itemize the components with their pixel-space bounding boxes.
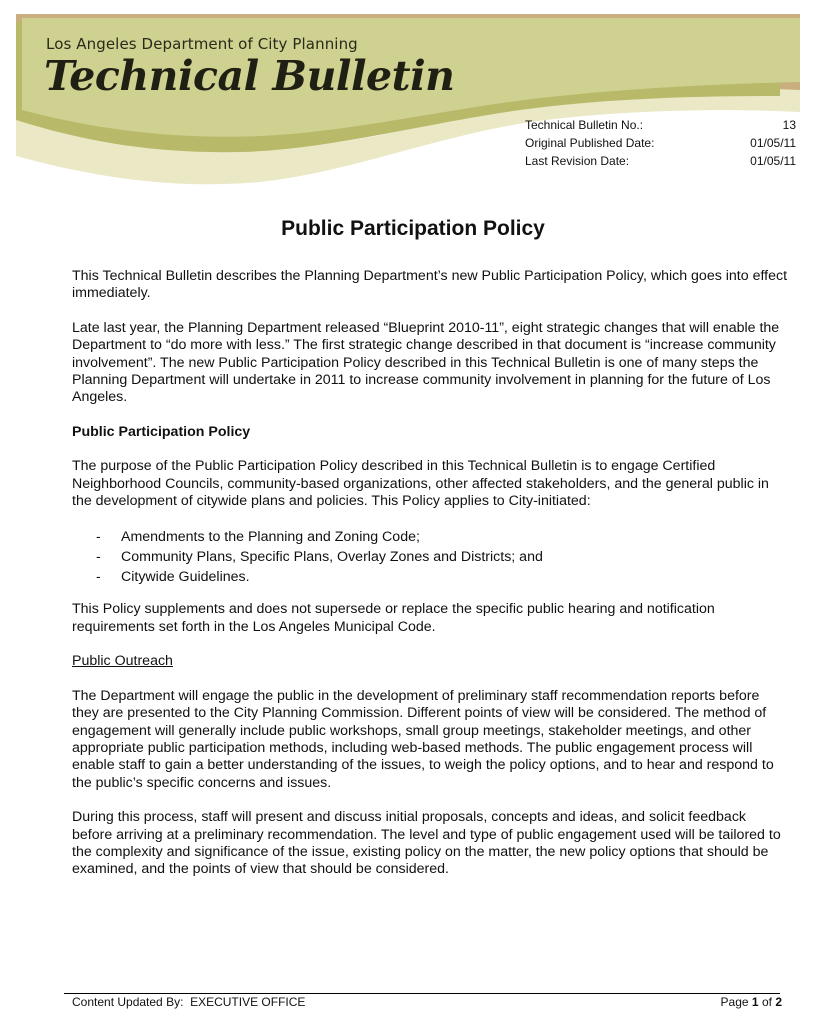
list-item bbox=[72, 567, 787, 587]
footer-divider bbox=[64, 993, 780, 994]
list-item-text: Citywide Guidelines. bbox=[121, 569, 250, 586]
outreach-paragraph-2: During this process, staff will present and discuss initial proposals, concepts and ideas, and solicit feedback before arriving at a preliminary recommendation. The level and type of public engagement used will be tailored to the complexity and significance of the issue, existing policy on the matter, the new policy options that should be examined, and the points of view that should be considered. bbox=[72, 809, 781, 878]
meta-label: Last Revision Date: bbox=[525, 154, 630, 168]
list-dash: - bbox=[96, 529, 101, 546]
meta-value: 13 bbox=[782, 118, 796, 132]
document-body bbox=[72, 268, 787, 879]
footer-updated-value: EXECUTIVE OFFICE bbox=[190, 995, 306, 1009]
footer-updated-by bbox=[72, 995, 305, 1009]
department-name: Los Angeles Department of City Planning bbox=[46, 35, 358, 53]
page-label: Page bbox=[720, 995, 749, 1009]
list-item-text: Amendments to the Planning and Zoning Code; bbox=[121, 529, 420, 546]
document-title: Public Participation Policy bbox=[281, 217, 545, 240]
section-heading: Public Participation Policy bbox=[72, 423, 251, 440]
page-of: of bbox=[761, 995, 772, 1009]
intro-paragraph: This Technical Bulletin describes the Planning Department’s new Public Participation Policy, which goes into effect immediately. bbox=[72, 268, 788, 302]
meta-row-revision-date bbox=[525, 152, 796, 170]
applies-to-list bbox=[72, 527, 787, 587]
supplement-paragraph: This Policy supplements and does not supersede or replace the specific public hearing and notification requirements set forth in the Los Angeles Municipal Code. bbox=[72, 601, 715, 635]
footer-updated-label: Content Updated By: bbox=[72, 995, 184, 1009]
meta-value: 01/05/11 bbox=[750, 154, 796, 168]
meta-row-bulletin-number bbox=[525, 116, 796, 134]
list-dash: - bbox=[96, 569, 101, 586]
list-item-text: Community Plans, Specific Plans, Overlay Zones and Districts; and bbox=[121, 549, 543, 566]
footer-page-number bbox=[721, 995, 782, 1009]
background-paragraph: Late last year, the Planning Department released “Blueprint 2010-11”, eight strategic changes that will enable the Department to “do more with less.” The first strategic change described in that document is “increase community involvement”. The new Public Participation Policy described in this Technical Bulletin is one of many steps the Planning Department will undertake in 2011 to increase community involvement in planning for the future of Los Angeles. bbox=[72, 319, 780, 406]
bulletin-metadata bbox=[525, 116, 796, 170]
header-banner bbox=[0, 0, 826, 200]
list-item bbox=[72, 547, 787, 567]
meta-label: Original Published Date: bbox=[525, 136, 655, 150]
outreach-paragraph-1: The Department will engage the public in the development of preliminary staff recommendation reports before they are presented to the City Planning Commission. Different points of view will be considered. The method of engagement will generally include public workshops, small group meetings, stakeholder meetings, and other appropriate public participation methods, including web-based methods. The public engagement process will enable staff to gain a better understanding of the issues, to weigh the policy options, and to hear and respond to the public’s specific concerns and issues. bbox=[72, 687, 774, 791]
page-total: 2 bbox=[775, 995, 782, 1009]
subsection-heading: Public Outreach bbox=[72, 653, 173, 670]
meta-value: 01/05/11 bbox=[750, 136, 796, 150]
page-current: 1 bbox=[751, 995, 759, 1009]
list-dash: - bbox=[96, 549, 101, 566]
purpose-paragraph: The purpose of the Public Participation Policy described in this Technical Bulletin is to engage Certified Neighborhood Councils, community-based organizations, other affected stakeholders, and the general public in the development of citywide plans and policies. This Policy applies to City-initiated: bbox=[72, 458, 769, 510]
list-item bbox=[72, 527, 787, 547]
meta-row-published-date bbox=[525, 134, 796, 152]
publication-title: Technical Bulletin bbox=[44, 52, 455, 100]
meta-label: Technical Bulletin No.: bbox=[525, 118, 644, 132]
